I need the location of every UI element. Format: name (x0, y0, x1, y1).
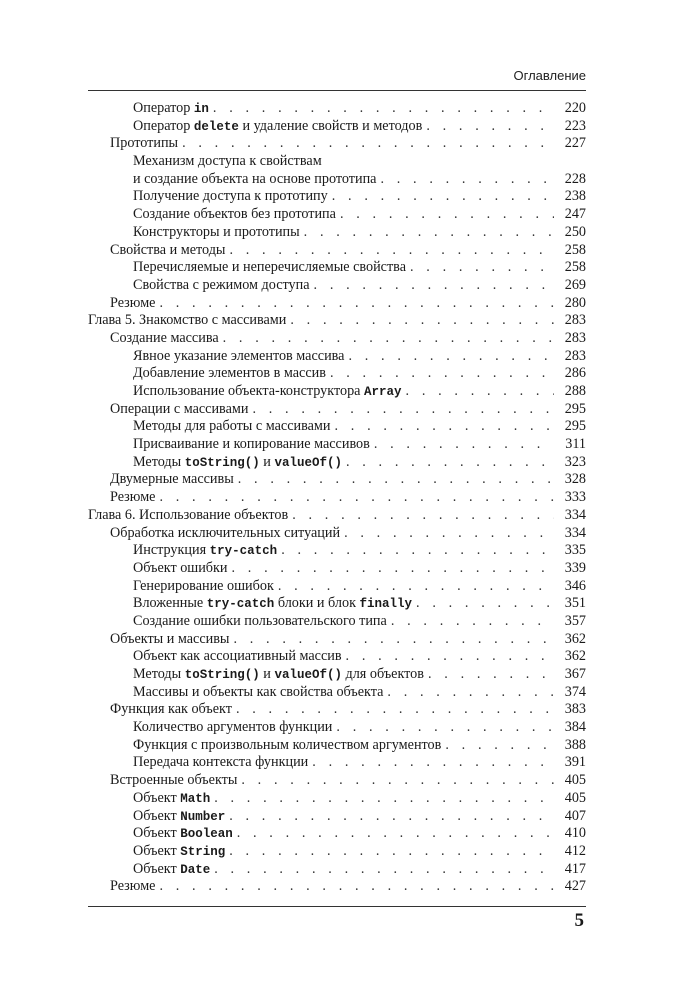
toc-page-number: 388 (564, 736, 586, 753)
title-text: Свойства с режимом доступа (133, 276, 310, 293)
dot-leader (332, 188, 554, 206)
title-text: Создание массива (110, 329, 219, 346)
toc-subsection-entry (88, 153, 586, 171)
dot-leader (426, 118, 554, 136)
title-text: Резюме (110, 294, 156, 311)
title-text: Обработка исключительных ситуаций (110, 524, 341, 541)
dot-leader (374, 436, 554, 454)
toc-subsection-entry (88, 578, 586, 596)
toc-entry-title (133, 206, 336, 224)
toc-entry-title (133, 595, 412, 614)
dot-leader (428, 666, 554, 684)
toc-subsection-entry (88, 737, 586, 755)
code-term: valueOf() (274, 455, 342, 470)
toc-section-entry (88, 631, 586, 649)
dot-leader (213, 100, 554, 118)
toc-page-number: 384 (564, 719, 586, 736)
dot-leader (348, 348, 554, 366)
title-text: блоки и блок (274, 595, 360, 612)
dot-leader (334, 418, 554, 436)
toc-entry-title (133, 224, 300, 242)
toc-subsection-entry (88, 754, 586, 772)
title-text: и создание объекта на основе прототипа (133, 170, 377, 187)
toc-subsection-entry (88, 348, 586, 366)
dot-leader (229, 843, 554, 861)
toc-entry-title (133, 861, 210, 880)
toc-entry-title (110, 330, 219, 348)
dot-leader (445, 737, 554, 755)
toc-page-number: 405 (564, 789, 586, 806)
page-number: 5 (574, 910, 584, 931)
toc-page-number: 288 (564, 383, 586, 399)
dot-leader (237, 825, 554, 843)
title-text: Механизм доступа к свойствам (133, 153, 322, 170)
toc-entry-title (133, 365, 326, 383)
dot-leader (344, 525, 554, 543)
toc-chapter-entry (88, 507, 586, 525)
toc-page-number: 247 (564, 206, 586, 223)
code-term: try-catch (206, 597, 275, 612)
toc-page-number: 283 (564, 312, 586, 329)
dot-leader (278, 578, 554, 596)
toc-page-number: 427 (564, 878, 586, 895)
dot-leader (387, 684, 554, 702)
toc-page-number: 286 (564, 365, 586, 382)
toc-page-number: 295 (564, 418, 586, 435)
toc-entry-title (110, 401, 248, 419)
code-term: toString() (184, 668, 260, 682)
toc-section-entry (88, 525, 586, 543)
toc-section-entry (88, 330, 586, 348)
toc-page-number: 238 (564, 188, 586, 205)
toc-page-number: 220 (564, 100, 586, 116)
toc-subsection-entry (88, 808, 586, 826)
code-term: Array (364, 385, 402, 399)
toc-entry-title (133, 542, 277, 561)
toc-entry-title (133, 648, 342, 666)
title-text: Резюме (110, 878, 156, 895)
toc-section-entry (88, 242, 586, 260)
toc-page-number: 334 (564, 506, 586, 523)
title-text: Присваивание и копирование массивов (133, 436, 370, 453)
code-term: delete (193, 119, 239, 134)
toc-page-number: 295 (564, 400, 586, 417)
title-text: Конструкторы и прототипы (133, 223, 300, 240)
title-text: Оператор (133, 100, 194, 116)
toc-subsection-entry (88, 719, 586, 737)
toc-entry-title (133, 188, 328, 206)
toc-page-number: 258 (564, 241, 586, 258)
toc-subsection-entry (88, 454, 586, 472)
toc-entry-title (133, 418, 330, 436)
title-text: Объект (133, 842, 181, 859)
toc-page-number: 280 (564, 294, 586, 311)
toc-section-entry (88, 701, 586, 719)
toc-page-number: 223 (564, 117, 586, 134)
toc-entry-title (133, 454, 342, 473)
toc-subsection-entry (88, 648, 586, 666)
toc-subsection-entry (88, 542, 586, 560)
toc-page-number: 383 (564, 701, 586, 718)
dot-leader (238, 471, 554, 489)
dot-leader (290, 312, 554, 330)
title-text: Передача контекста функции (133, 754, 309, 771)
code-term: try-catch (209, 544, 278, 559)
title-text: Глава 5. Знакомство с массивами (88, 312, 287, 329)
title-text: Оператор (133, 117, 194, 134)
toc-entry-title (110, 295, 155, 313)
toc-subsection-entry (88, 666, 586, 684)
title-text: Использование объекта-конструктора (133, 383, 365, 399)
title-text: Глава 6. Использование объектов (88, 506, 289, 523)
title-text: Объекты и массивы (110, 630, 230, 647)
toc-entry-title (110, 701, 232, 719)
code-term: finally (359, 597, 413, 612)
toc-entry-title (133, 383, 402, 402)
code-term: String (180, 844, 226, 859)
toc-page-number: 323 (564, 453, 586, 470)
dot-leader (223, 330, 554, 348)
toc-chapter-entry (88, 312, 586, 330)
title-text: Методы (133, 453, 185, 470)
title-text: Массивы и объекты как свойства объекта (133, 683, 384, 700)
dot-leader (236, 701, 554, 719)
title-text: Объект (133, 807, 181, 824)
toc-page-number: 283 (564, 347, 586, 364)
toc-page-number: 367 (564, 666, 586, 682)
title-text: Двумерные массивы (110, 471, 234, 488)
toc-page-number: 410 (564, 825, 586, 842)
toc-page-number: 227 (564, 135, 586, 152)
dot-leader (314, 277, 554, 295)
toc-entry-title (133, 560, 228, 578)
dot-leader (406, 383, 554, 401)
header-title: Оглавление (513, 68, 586, 83)
toc-page-number: 346 (564, 577, 586, 594)
title-text: и (259, 666, 275, 682)
toc-entry-title (133, 578, 274, 596)
dot-leader (391, 613, 554, 631)
dot-leader (159, 878, 554, 896)
title-text: Операции с массивами (110, 400, 249, 417)
toc-page-number: 405 (564, 772, 586, 789)
title-text: Объект (133, 825, 181, 842)
toc-section-entry (88, 772, 586, 790)
toc-page-number: 334 (564, 524, 586, 541)
title-text: Методы (133, 666, 185, 682)
title-text: Методы для работы с массивами (133, 418, 331, 435)
toc-entry-title (133, 825, 233, 844)
dot-leader (229, 242, 554, 260)
dot-leader (330, 365, 554, 383)
toc-entry-title (133, 259, 406, 277)
title-text: Инструкция (133, 542, 210, 559)
toc-section-entry (88, 135, 586, 153)
toc-page-number: 283 (564, 329, 586, 346)
dot-leader (304, 224, 554, 242)
toc-subsection-entry (88, 171, 586, 189)
toc-subsection-entry (88, 206, 586, 224)
toc-subsection-entry (88, 100, 586, 118)
toc-subsection-entry (88, 436, 586, 454)
toc-page-number: 391 (564, 754, 586, 771)
toc-entry-title (110, 135, 178, 153)
toc-subsection-entry (88, 224, 586, 242)
toc-section-entry (88, 489, 586, 507)
toc-entry-title (133, 171, 376, 189)
toc-section-entry (88, 878, 586, 896)
title-text: Создание объектов без прототипа (133, 206, 336, 223)
toc-page-number: 412 (564, 842, 586, 859)
toc-entry-title (88, 312, 286, 330)
toc-subsection-entry (88, 365, 586, 383)
toc-page-number: 351 (564, 595, 586, 612)
title-text: Генерирование ошибок (133, 577, 274, 594)
toc-entry-title (110, 772, 237, 790)
table-of-contents (88, 100, 586, 896)
title-text: Явное указание элементов массива (133, 347, 345, 364)
dot-leader (281, 542, 554, 560)
toc-entry-title (133, 613, 387, 631)
dot-leader (410, 259, 554, 277)
toc-subsection-entry (88, 383, 586, 401)
title-text: Объект ошибки (133, 559, 228, 576)
code-term: toString() (184, 455, 260, 470)
dot-leader (312, 754, 554, 772)
dot-leader (346, 648, 554, 666)
toc-page-number: 417 (564, 860, 586, 877)
dot-leader (159, 489, 554, 507)
dot-leader (336, 719, 554, 737)
code-term: in (193, 102, 209, 116)
toc-entry-title (133, 666, 424, 685)
toc-page-number: 328 (564, 471, 586, 488)
toc-entry-title (133, 100, 209, 119)
title-text: и (259, 453, 275, 470)
toc-entry-title (133, 790, 210, 809)
title-text: Объект (133, 789, 181, 806)
toc-subsection-entry (88, 825, 586, 843)
toc-section-entry (88, 401, 586, 419)
dot-leader (252, 401, 554, 419)
dot-leader (241, 772, 554, 790)
dot-leader (346, 454, 554, 472)
dot-leader (233, 631, 554, 649)
title-text: Функция как объект (110, 701, 232, 718)
toc-entry-title (110, 878, 155, 896)
code-term: Number (180, 809, 226, 824)
toc-entry-title (133, 436, 370, 454)
title-text: Перечисляемые и неперечисляемые свойства (133, 259, 406, 276)
toc-subsection-entry (88, 188, 586, 206)
footer-rule (88, 906, 586, 907)
toc-entry-title (133, 348, 344, 366)
toc-section-entry (88, 295, 586, 313)
toc-entry-title (133, 719, 332, 737)
title-text: для объектов (341, 666, 424, 682)
toc-entry-title (133, 754, 308, 772)
toc-page-number: 228 (564, 170, 586, 187)
toc-subsection-entry (88, 560, 586, 578)
title-text: Свойства и методы (110, 241, 226, 258)
toc-subsection-entry (88, 861, 586, 879)
toc-entry-title (110, 525, 340, 543)
toc-subsection-entry (88, 418, 586, 436)
toc-entry-title (110, 631, 229, 649)
title-text: Прототипы (110, 135, 179, 152)
toc-page-number: 357 (564, 612, 586, 629)
running-header (88, 68, 586, 88)
title-text: Создание ошибки пользовательского типа (133, 612, 387, 629)
toc-entry-title (110, 242, 225, 260)
title-text: Резюме (110, 489, 156, 506)
toc-entry-title (133, 843, 225, 862)
toc-page-number: 339 (564, 559, 586, 576)
toc-subsection-entry (88, 613, 586, 631)
title-text: и удаление свойств и методов (238, 117, 423, 134)
toc-page-number: 335 (564, 542, 586, 559)
dot-leader (229, 808, 554, 826)
toc-page-number: 362 (564, 648, 586, 665)
toc-subsection-entry (88, 118, 586, 136)
toc-entry-title (133, 277, 310, 295)
toc-subsection-entry (88, 843, 586, 861)
title-text: Количество аргументов функции (133, 719, 333, 736)
toc-subsection-entry (88, 790, 586, 808)
toc-entry-title (110, 471, 234, 489)
header-rule (88, 90, 586, 91)
toc-entry-title (133, 118, 422, 137)
toc-subsection-entry (88, 595, 586, 613)
code-term: Boolean (180, 827, 233, 842)
toc-page-number: 250 (564, 223, 586, 240)
toc-page-number: 269 (564, 276, 586, 293)
toc-subsection-entry (88, 684, 586, 702)
toc-page-number: 362 (564, 630, 586, 647)
toc-entry-title (133, 684, 383, 702)
dot-leader (340, 206, 554, 224)
toc-entry-title (133, 153, 322, 171)
title-text: Объект как ассоциативный массив (133, 648, 342, 665)
code-term: Date (180, 862, 211, 877)
toc-subsection-entry (88, 277, 586, 295)
dot-leader (159, 295, 554, 313)
title-text: Получение доступа к прототипу (133, 188, 328, 205)
dot-leader (182, 135, 554, 153)
toc-entry-title (110, 489, 155, 507)
title-text: Добавление элементов в массив (133, 365, 326, 382)
toc-page-number: 374 (564, 683, 586, 700)
toc-page-number: 311 (565, 436, 586, 453)
dot-leader (214, 861, 554, 879)
code-term: Math (180, 791, 211, 806)
toc-page-number: 258 (564, 259, 586, 276)
toc-page-number: 333 (564, 489, 586, 506)
title-text: Встроенные объекты (110, 772, 238, 789)
code-term: valueOf() (274, 668, 342, 682)
dot-leader (232, 560, 554, 578)
dot-leader (214, 790, 554, 808)
dot-leader (380, 171, 554, 189)
toc-subsection-entry (88, 259, 586, 277)
dot-leader (416, 595, 554, 613)
toc-entry-title (133, 808, 225, 827)
dot-leader (292, 507, 554, 525)
title-text: Вложенные (133, 595, 207, 612)
toc-entry-title (133, 737, 441, 755)
title-text: Объект (133, 860, 181, 877)
toc-entry-title (88, 507, 288, 525)
toc-section-entry (88, 471, 586, 489)
title-text: Функция с произвольным количеством аргументов (133, 736, 442, 753)
toc-page-number: 407 (564, 807, 586, 824)
